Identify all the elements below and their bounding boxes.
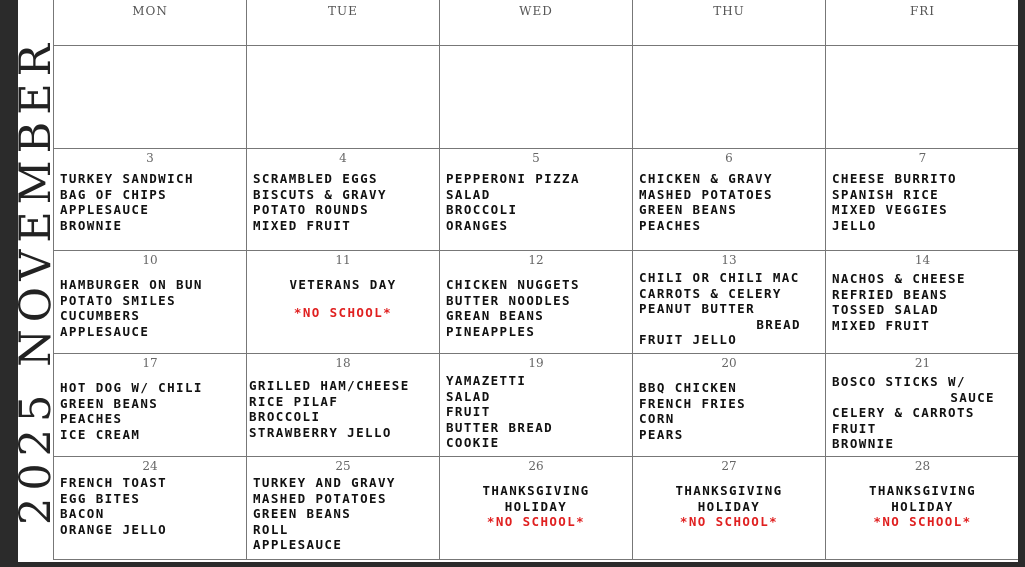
- day-number: 3: [146, 151, 154, 165]
- menu-item: BROWNIE: [60, 217, 123, 233]
- day-cell: [247, 148, 440, 250]
- day-cell: [826, 456, 1020, 560]
- menu-item: RICE PILAF: [249, 393, 339, 409]
- day-cell: [633, 250, 826, 353]
- month-title-text: 2025 NOVEMBER: [11, 36, 61, 526]
- menu-item: GRILLED HAM/CHEESE: [249, 378, 410, 393]
- menu-item: BBQ CHICKEN: [639, 380, 738, 395]
- holiday-label: THANKSGIVING: [675, 483, 783, 498]
- menu-item: PEARS: [639, 426, 684, 442]
- day-header-tue: [247, 0, 440, 45]
- day-number: 25: [335, 459, 351, 473]
- day-number: 28: [914, 459, 931, 473]
- calendar-grid: [53, 0, 1019, 560]
- menu-item: PEACHES: [639, 217, 702, 233]
- day-cell: [633, 353, 826, 456]
- day-header-label: WED: [519, 4, 553, 18]
- day-header-label: MON: [132, 4, 168, 18]
- no-school-note: *NO SCHOOL*: [293, 304, 393, 320]
- day-number: 11: [335, 253, 351, 267]
- day-cell: [440, 250, 633, 353]
- day-number: 13: [721, 253, 737, 267]
- day-cell: [826, 148, 1020, 250]
- menu-item: SALAD: [446, 186, 491, 202]
- day-number: 6: [725, 151, 733, 165]
- menu-item: APPLESAUCE: [60, 202, 150, 218]
- menu-item: CUCUMBERS: [60, 308, 141, 324]
- day-number: 10: [142, 253, 158, 267]
- menu-item: GREAN BEANS: [446, 308, 545, 324]
- menu-item: SPANISH RICE: [832, 186, 940, 202]
- day-header-label: THU: [713, 4, 745, 18]
- menu-item: MIXED FRUIT: [832, 317, 931, 333]
- day-cell: [54, 456, 247, 560]
- day-cell: [826, 250, 1020, 353]
- menu-item: BAG OF CHIPS: [60, 186, 168, 202]
- menu-item: APPLESAUCE: [60, 323, 150, 339]
- menu-item: ROLL: [253, 521, 289, 537]
- menu-item: HOT DOG W/ CHILI: [60, 380, 203, 395]
- menu-item: TOSSED SALAD: [832, 302, 940, 318]
- day-cell: [826, 353, 1020, 456]
- menu-item: TURKEY AND GRAVY: [253, 475, 396, 490]
- menu-item: COOKIE: [446, 435, 500, 451]
- day-number: 19: [528, 356, 544, 370]
- no-school-note: *NO SCHOOL*: [486, 514, 586, 530]
- menu-item: POTATO SMILES: [60, 292, 177, 308]
- empty-day-cell: [440, 45, 633, 148]
- day-number: 17: [142, 356, 158, 370]
- day-number: 14: [914, 253, 931, 267]
- day-header-fri: [826, 0, 1020, 45]
- holiday-label: HOLIDAY: [504, 498, 568, 514]
- no-school-note: *NO SCHOOL*: [873, 514, 972, 530]
- menu-item: REFRIED BEANS: [832, 286, 949, 302]
- menu-item: PINEAPPLES: [446, 323, 536, 339]
- menu-item: BROCCOLI: [249, 409, 321, 425]
- menu-item: BISCUTS & GRAVY: [253, 186, 387, 202]
- holiday-label: HOLIDAY: [697, 498, 761, 514]
- menu-item: SALAD: [446, 388, 491, 404]
- menu-item: NACHOS & CHEESE: [832, 271, 966, 286]
- day-number: 18: [335, 356, 351, 370]
- menu-item: BUTTER NOODLES: [446, 292, 571, 308]
- holiday-label: HOLIDAY: [891, 498, 954, 514]
- menu-item: MASHED POTATOES: [253, 490, 387, 506]
- menu-item: PEANUT BUTTER: [639, 301, 756, 317]
- menu-item: FRUIT: [446, 404, 491, 420]
- menu-item: MIXED VEGGIES: [832, 202, 949, 218]
- menu-item: SCRAMBLED EGGS: [253, 171, 378, 186]
- menu-item: FRUIT: [832, 420, 877, 436]
- menu-item: FRENCH FRIES: [639, 395, 747, 411]
- day-cell: [440, 148, 633, 250]
- menu-item: FRUIT JELLO: [639, 332, 738, 348]
- menu-item: POTATO ROUNDS: [253, 202, 370, 218]
- menu-item: BUTTER BREAD: [446, 419, 554, 435]
- menu-item: CHEESE BURRITO: [832, 171, 957, 186]
- menu-item: TURKEY SANDWICH: [60, 171, 194, 186]
- day-header-label: TUE: [328, 4, 358, 18]
- day-number: 7: [918, 151, 927, 165]
- menu-item: PEPPERONI PIZZA: [446, 171, 580, 186]
- menu-item: CORN: [639, 411, 675, 427]
- menu-item: APPLESAUCE: [253, 537, 343, 553]
- menu-item: MASHED POTATOES: [639, 186, 773, 202]
- menu-item: FRENCH TOAST: [60, 475, 168, 490]
- menu-item: MIXED FRUIT: [253, 217, 352, 233]
- day-cell: [440, 456, 633, 560]
- menu-item: GREEN BEANS: [639, 202, 738, 218]
- month-title: [11, 0, 61, 562]
- day-cell: [54, 353, 247, 456]
- day-cell: [633, 456, 826, 560]
- holiday-label: THANKSGIVING: [868, 483, 977, 498]
- day-number: 20: [721, 356, 737, 370]
- menu-item: GREEN BEANS: [60, 395, 159, 411]
- menu-item: GREEN BEANS: [253, 506, 352, 522]
- menu-item: BROWNIE: [832, 436, 895, 452]
- calendar-sheet: [11, 0, 1020, 562]
- day-header-label: FRI: [909, 4, 936, 18]
- day-cell: [247, 353, 440, 456]
- day-number: 26: [528, 459, 544, 473]
- holiday-label: VETERANS DAY: [289, 277, 397, 292]
- menu-item: BACON: [60, 506, 105, 522]
- menu-item: BREAD: [756, 316, 801, 332]
- day-number: 5: [532, 151, 540, 165]
- window-edge: [1018, 0, 1025, 567]
- menu-item: BOSCO STICKS W/: [832, 374, 966, 389]
- menu-item: PEACHES: [60, 411, 123, 427]
- day-cell: [54, 250, 247, 353]
- menu-item: STRAWBERRY JELLO: [249, 424, 392, 440]
- menu-item: CARROTS & CELERY: [639, 285, 782, 301]
- day-cell: [247, 250, 440, 353]
- day-number: 24: [142, 459, 158, 473]
- menu-item: ORANGE JELLO: [60, 521, 168, 537]
- day-number: 12: [528, 253, 544, 267]
- day-header-mon: [54, 0, 247, 45]
- menu-item: CHILI OR CHILI MAC: [639, 270, 800, 285]
- menu-item: CHICKEN NUGGETS: [446, 277, 580, 292]
- day-number: 4: [339, 151, 347, 165]
- holiday-label: THANKSGIVING: [482, 483, 590, 498]
- empty-day-cell: [633, 45, 826, 148]
- day-number: 27: [721, 459, 737, 473]
- menu-item: SAUCE: [950, 389, 995, 405]
- menu-item: CHICKEN & GRAVY: [639, 171, 773, 186]
- day-header-thu: [633, 0, 826, 45]
- empty-day-cell: [54, 45, 247, 148]
- menu-item: ICE CREAM: [60, 426, 141, 442]
- day-cell: [54, 148, 247, 250]
- menu-item: ORANGES: [446, 217, 509, 233]
- menu-item: BROCCOLI: [446, 202, 518, 218]
- day-cell: [440, 353, 633, 456]
- empty-day-cell: [247, 45, 440, 148]
- no-school-note: *NO SCHOOL*: [679, 514, 779, 530]
- empty-day-cell: [826, 45, 1020, 148]
- menu-item: HAMBURGER ON BUN: [60, 277, 203, 292]
- day-cell: [247, 456, 440, 560]
- day-number: 21: [914, 356, 931, 370]
- day-header-wed: [440, 0, 633, 45]
- menu-item: YAMAZETTI: [446, 373, 527, 388]
- menu-item: EGG BITES: [60, 490, 141, 506]
- menu-item: JELLO: [832, 217, 877, 233]
- day-cell: [633, 148, 826, 250]
- menu-item: CELERY & CARROTS: [832, 405, 975, 421]
